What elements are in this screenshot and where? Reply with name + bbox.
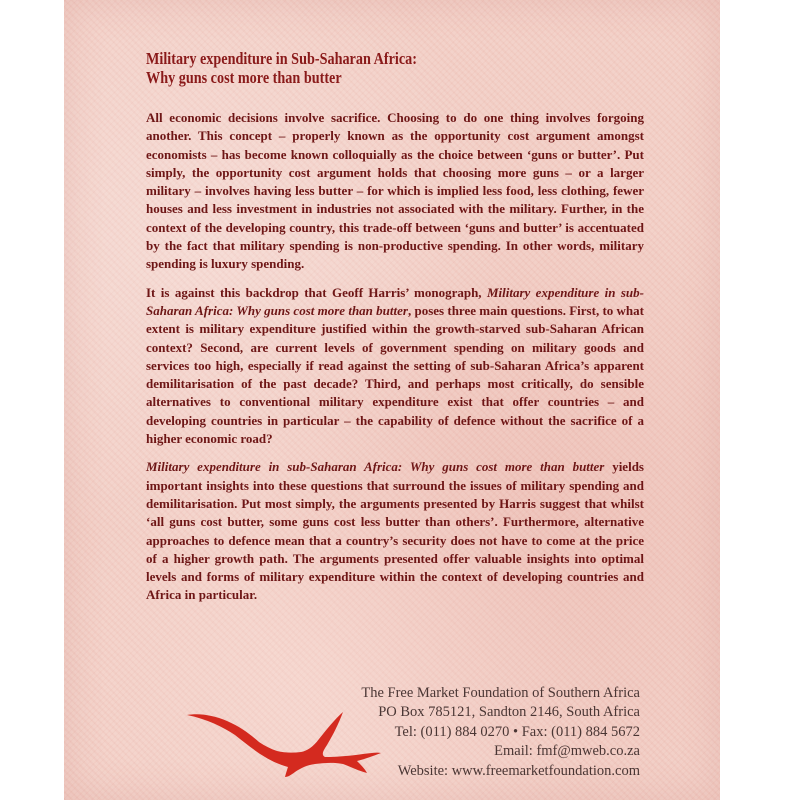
paragraph-1: All economic decisions involve sacrifice. Choosing to do one thing involves forgoing another. This concept – properly known as the opportunity cost argument amongst economists – has become known colloquially as the choice between ‘guns or butter’. Put simply, the opportunity cost argument holds that choosing more guns – or a larger military – involves having less butter – for which is implied less food, less clothing, fewer houses and less investment in industries not associated with the military. Further, in the context of the developing country, this trade-off between ‘guns and butter’ is accentuated by the fact that military spending is non-productive spending. In other words, military spending is luxury spending. [146, 110, 644, 272]
page-title [146, 49, 593, 87]
paragraph-2-book-title: Military expenditure in sub-Saharan Africa: Why guns cost more than butter [146, 284, 644, 318]
blurb-text [146, 109, 644, 615]
website-link[interactable]: Website: www.freemarketfoundation.com [397, 762, 640, 779]
paragraph-3 [146, 458, 644, 604]
organization-name: The Free Market Foundation of Southern Africa [361, 685, 640, 701]
paragraph-3-rest: yields important insights into these questions that surround the issues of military spending and demilitarisation. Put most simply, the arguments presented by Harris suggest that whilst ‘all guns cost butter, some guns cost less butter than others’. Furthermore, alternative approaches to defence mean that a country’s security does not have to come at the price of a higher growth path. The arguments presented offer valuable insights into optimal levels and forms of military expenditure within the context of developing countries and Africa in particular. [146, 459, 644, 603]
paragraph-2-rest: , poses three main questions. First, to what extent is military expenditure justified within the growth-starved sub-Saharan African context? Second, are current levels of government spending on military goods and services too high, especially if read against the setting of sub-Saharan Africa’s apparent demilitarisation of the past decade? Third, and perhaps most critically, do sensible alternatives to conventional military expenditure exist that offer countries – and developing countries in particular – the capability of defence without the sacrifice of a higher economic road? [146, 302, 644, 447]
paragraph-2-intro: It is against this backdrop that Geoff Harris’ monograph, [146, 284, 487, 300]
title-line-1: Military expenditure in Sub-Saharan Africa: [146, 49, 417, 68]
phone-fax: Tel: (011) 884 0270 • Fax: (011) 884 5672 [394, 723, 640, 740]
publisher-contact [240, 684, 640, 781]
postal-address: PO Box 785121, Sandton 2146, South Africa [378, 704, 640, 721]
email-address[interactable]: Email: fmf@mweb.co.za [494, 743, 640, 760]
paragraph-3-book-title: Military expenditure in sub-Saharan Africa: Why guns cost more than butter [146, 459, 605, 475]
back-cover-page [64, 0, 720, 800]
paragraph-2 [146, 284, 644, 449]
title-line-2: Why guns cost more than butter [146, 68, 342, 87]
